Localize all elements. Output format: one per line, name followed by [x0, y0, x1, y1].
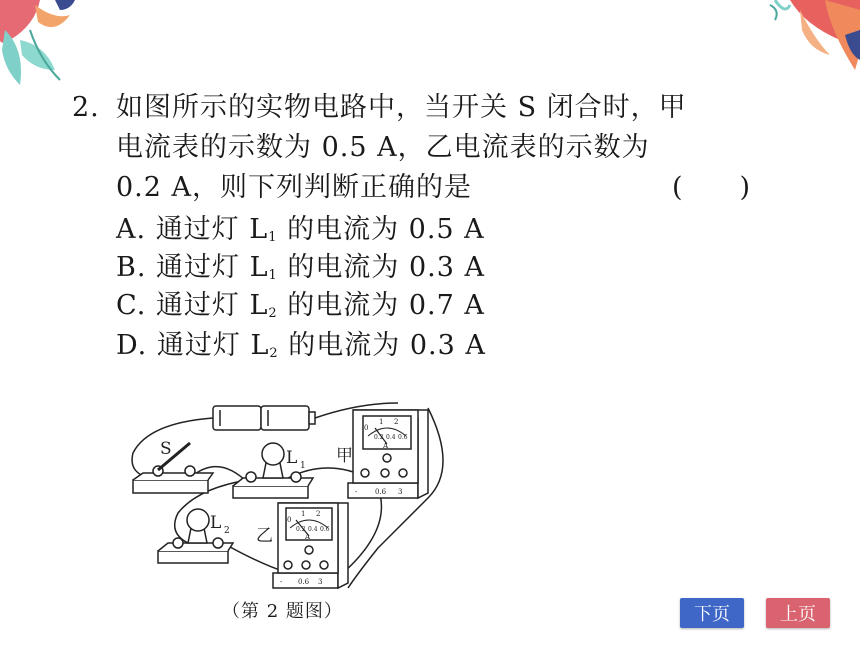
option-label: C. [116, 290, 147, 321]
meter-yi-label: 乙 [256, 526, 273, 546]
figure-caption: （第 2 题图） [222, 601, 343, 622]
wire [132, 418, 213, 478]
meter-unit: A [305, 533, 311, 541]
ammeter-yi [256, 503, 348, 588]
floral-decoration-left [0, 0, 90, 95]
battery-icon [213, 406, 315, 430]
subscript: 2 [269, 346, 279, 361]
scale-label: 0.4 [386, 434, 396, 441]
subscript: 1 [268, 230, 278, 245]
scale-label: 0 [287, 516, 292, 524]
terminal-label: - [355, 488, 358, 496]
scale-label: 0.4 [308, 526, 318, 533]
option-text: 通过灯 L [155, 290, 269, 321]
lamp2-label: L [210, 513, 222, 533]
option-text: 的电流为 0.5 A [277, 214, 485, 245]
question-text-line-2: 电流表的示数为 0.5 A，乙电流表的示数为 [116, 132, 650, 163]
scale-label: 1 [379, 418, 384, 426]
question-number: 2. [72, 92, 100, 123]
option-text: 的电流为 0.3 A [277, 252, 486, 283]
circuit-diagram [128, 398, 448, 598]
lamp-l2 [158, 509, 233, 563]
ammeter-jia [336, 410, 428, 498]
scale-label: 1 [301, 510, 306, 518]
prev-page-button[interactable]: 上页 [766, 598, 830, 628]
option-label: A. [116, 214, 147, 245]
answer-blank: ( ) [672, 172, 752, 203]
switch [133, 439, 213, 493]
terminal-label: 0.6 [298, 578, 310, 586]
option-label: D. [116, 330, 148, 361]
scale-label: 2 [394, 418, 399, 426]
option-text: 的电流为 0.7 A [277, 290, 485, 321]
meter-jia-label: 甲 [336, 446, 353, 466]
question-text-line-1: 如图所示的实物电路中，当开关 S 闭合时，甲 [116, 92, 687, 123]
option-text: 通过灯 L [155, 214, 269, 245]
subscript: 2 [268, 306, 278, 321]
floral-decoration-right [730, 0, 860, 75]
option-label: B. [116, 252, 147, 283]
scale-label: 0.6 [320, 526, 330, 533]
scale-label: 0.2 [374, 434, 384, 441]
terminal-label: 3 [318, 578, 323, 586]
option-text: 的电流为 0.3 A [278, 330, 486, 361]
scale-label: 2 [316, 510, 321, 518]
scale-label: 0.2 [296, 526, 306, 533]
question-text-line-3: 0.2 A，则下列判断正确的是 [116, 172, 473, 203]
meter-unit: A [383, 442, 389, 450]
option-text: 通过灯 L [156, 330, 270, 361]
wire [343, 488, 381, 573]
lamp1-subscript: 1 [300, 461, 306, 471]
option-text: 通过灯 L [156, 252, 269, 283]
terminal-label: - [280, 578, 283, 586]
scale-label: 0.6 [398, 434, 408, 441]
scale-label: 0 [364, 424, 369, 432]
lamp-l1 [233, 443, 313, 498]
option-d[interactable] [116, 326, 486, 374]
lamp1-label: L [286, 448, 298, 468]
terminal-label: 0.6 [375, 488, 387, 496]
subscript: 1 [268, 268, 278, 283]
lamp2-subscript: 2 [224, 526, 230, 536]
next-page-button[interactable]: 下页 [680, 598, 744, 628]
switch-label: S [160, 439, 172, 459]
terminal-label: 3 [398, 488, 403, 496]
